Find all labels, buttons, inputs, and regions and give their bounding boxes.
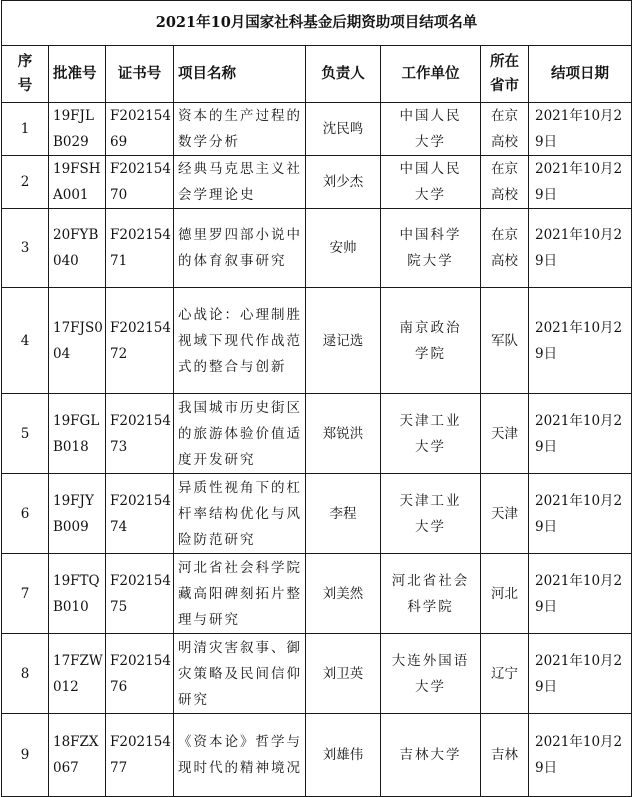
cell-province: 河北 xyxy=(481,554,529,634)
cell-leader: 安帅 xyxy=(306,209,381,288)
table-row xyxy=(2,156,632,209)
cell-cert-no: F20215474 xyxy=(106,474,174,554)
cell-project-name: 异质性视角下的杠杆率结构优化与风险防范研究 xyxy=(174,474,306,554)
cell-date: 2021年10月29日 xyxy=(529,156,632,209)
cell-cert-no: F20215475 xyxy=(106,554,174,634)
cell-cert-no: F20215473 xyxy=(106,394,174,474)
cell-project-name: 资本的生产过程的数学分析 xyxy=(174,103,306,156)
table-title: 2021年10月国家社科基金后期资助项目结项名单 xyxy=(2,1,632,46)
cell-date: 2021年10月29日 xyxy=(529,634,632,714)
cell-seq: 5 xyxy=(2,394,49,474)
cell-approval-no: 18FZX067 xyxy=(49,714,106,797)
cell-cert-no: F20215476 xyxy=(106,634,174,714)
cell-seq: 4 xyxy=(2,288,49,394)
cell-seq: 8 xyxy=(2,634,49,714)
cell-date: 2021年10月29日 xyxy=(529,103,632,156)
project-list-table xyxy=(1,0,632,797)
cell-seq: 9 xyxy=(2,714,49,797)
cell-unit: 中国人民大学 xyxy=(381,156,481,209)
cell-project-name: 德里罗四部小说中的体育叙事研究 xyxy=(174,209,306,288)
header-unit: 工作单位 xyxy=(381,46,481,103)
cell-date: 2021年10月29日 xyxy=(529,288,632,394)
header-cert-no: 证书号 xyxy=(106,46,174,103)
cell-leader: 刘雄伟 xyxy=(306,714,381,797)
cell-leader: 郑锐洪 xyxy=(306,394,381,474)
header-seq: 序号 xyxy=(2,46,49,103)
cell-cert-no: F20215472 xyxy=(106,288,174,394)
cell-seq: 1 xyxy=(2,103,49,156)
cell-cert-no: F20215477 xyxy=(106,714,174,797)
cell-province: 辽宁 xyxy=(481,634,529,714)
cell-leader: 刘少杰 xyxy=(306,156,381,209)
cell-approval-no: 17FJS004 xyxy=(49,288,106,394)
cell-project-name: 明清灾害叙事、御灾策略及民间信仰研究 xyxy=(174,634,306,714)
cell-date: 2021年10月29日 xyxy=(529,714,632,797)
cell-unit: 中国科学院大学 xyxy=(381,209,481,288)
cell-approval-no: 17FZW012 xyxy=(49,634,106,714)
table-row xyxy=(2,634,632,714)
cell-approval-no: 20FYB040 xyxy=(49,209,106,288)
cell-date: 2021年10月29日 xyxy=(529,394,632,474)
cell-unit: 吉林大学 xyxy=(381,714,481,797)
cell-approval-no: 19FSHA001 xyxy=(49,156,106,209)
cell-unit: 中国人民大学 xyxy=(381,103,481,156)
cell-project-name: 河北省社会科学院藏高阳碑刻拓片整理与研究 xyxy=(174,554,306,634)
cell-province: 军队 xyxy=(481,288,529,394)
cell-seq: 3 xyxy=(2,209,49,288)
cell-approval-no: 19FTQB010 xyxy=(49,554,106,634)
cell-seq: 6 xyxy=(2,474,49,554)
cell-unit: 大连外国语大学 xyxy=(381,634,481,714)
cell-leader: 沈民鸣 xyxy=(306,103,381,156)
cell-cert-no: F20215470 xyxy=(106,156,174,209)
cell-cert-no: F20215471 xyxy=(106,209,174,288)
header-approval-no: 批准号 xyxy=(49,46,106,103)
cell-unit: 南京政治学院 xyxy=(381,288,481,394)
table-row xyxy=(2,394,632,474)
cell-seq: 2 xyxy=(2,156,49,209)
cell-date: 2021年10月29日 xyxy=(529,554,632,634)
cell-leader: 刘卫英 xyxy=(306,634,381,714)
cell-approval-no: 19FJLB029 xyxy=(49,103,106,156)
cell-unit: 河北省社会科学院 xyxy=(381,554,481,634)
cell-approval-no: 19FJYB009 xyxy=(49,474,106,554)
cell-province: 在京高校 xyxy=(481,209,529,288)
header-leader: 负责人 xyxy=(306,46,381,103)
title-row xyxy=(2,1,632,46)
cell-project-name: 我国城市历史街区的旅游体验价值适度开发研究 xyxy=(174,394,306,474)
header-province: 所在省市 xyxy=(481,46,529,103)
cell-date: 2021年10月29日 xyxy=(529,209,632,288)
cell-leader: 刘美然 xyxy=(306,554,381,634)
header-row xyxy=(2,46,632,103)
cell-province: 在京高校 xyxy=(481,103,529,156)
cell-leader: 逯记选 xyxy=(306,288,381,394)
table-row xyxy=(2,209,632,288)
cell-seq: 7 xyxy=(2,554,49,634)
cell-project-name: 心战论：心理制胜视域下现代作战范式的整合与创新 xyxy=(174,288,306,394)
cell-province: 天津 xyxy=(481,474,529,554)
cell-province: 天津 xyxy=(481,394,529,474)
cell-cert-no: F20215469 xyxy=(106,103,174,156)
table-row xyxy=(2,474,632,554)
cell-project-name: 《资本论》哲学与现时代的精神境况 xyxy=(174,714,306,797)
cell-unit: 天津工业大学 xyxy=(381,474,481,554)
header-date: 结项日期 xyxy=(529,46,632,103)
table-row xyxy=(2,554,632,634)
header-project-name: 项目名称 xyxy=(174,46,306,103)
cell-approval-no: 19FGLB018 xyxy=(49,394,106,474)
cell-province: 在京高校 xyxy=(481,156,529,209)
table-row xyxy=(2,714,632,797)
cell-unit: 天津工业大学 xyxy=(381,394,481,474)
cell-project-name: 经典马克思主义社会学理论史 xyxy=(174,156,306,209)
cell-date: 2021年10月29日 xyxy=(529,474,632,554)
cell-province: 吉林 xyxy=(481,714,529,797)
cell-leader: 李程 xyxy=(306,474,381,554)
table-row xyxy=(2,288,632,394)
table-row xyxy=(2,103,632,156)
